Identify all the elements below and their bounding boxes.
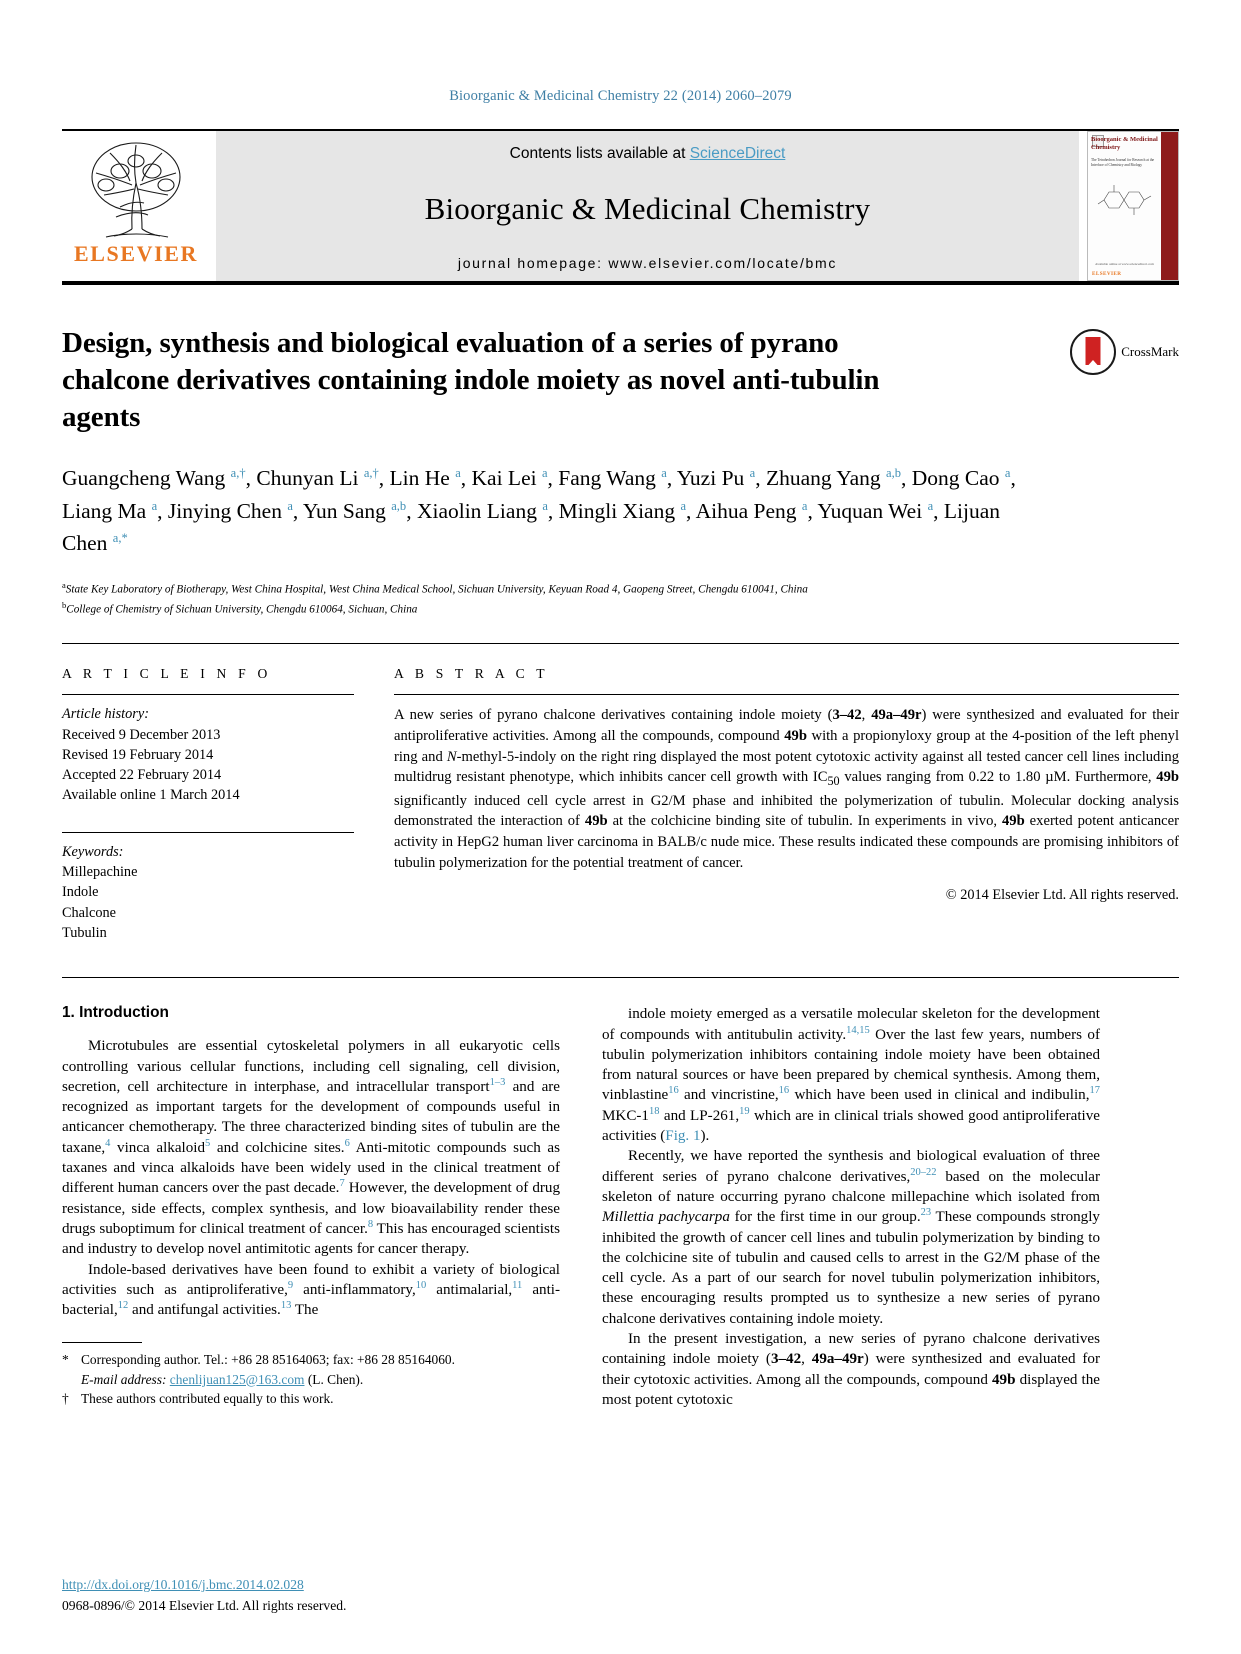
email-owner: (L. Chen). [307,1371,364,1387]
affiliation-text: State Key Laboratory of Biotherapy, West China Hospital, West China Medical School, Sichuan University, Keyuan Road 4, Gaopeng Street, Chengdu 610041, China [65,583,808,596]
body-column-right [602,1004,1100,1410]
section-heading-introduction: 1. Introduction [62,1004,169,1022]
elsevier-logo [62,131,210,281]
elsevier-wordmark: ELSEVIER [73,241,199,266]
cover-footer: Available online at www.sciencedirect.com [1095,262,1154,266]
paragraph: indole moiety emerged as a versatile molecular skeleton for the development of compounds with antitubulin activity.$^{14,15}$ Over the last few years, numbers of tubulin polymerization inhibitors containing indole moiety have been obtained from natural sources or have been prepared by chemical synthesis. Among them, vinblastine$^{16}$ and vincristine,$^{16}$ which have been used in clinical and indibulin,$^{17}$ MKC-1$^{18}$ and LP-261,19 which are in clinical trials showed good antiproliferative activities (Fig. 1). [602,1006,1100,1145]
keyword-item: Chalcone [62,904,116,921]
keywords-list [62,842,354,943]
footnote-corresponding-text: Corresponding author. Tel.: +86 28 85164063; fax: +86 28 85164060. [81,1352,455,1368]
journal-masthead [62,129,1179,281]
page-title: Design, synthesis and biological evaluation of a series of pyrano chalcone derivatives containing indole moiety as novel anti-tubulin agents [62,327,880,434]
cover-title: Bioorganic & Medicinal Chemistry [1091,136,1158,152]
issn-copyright-line: 0968-0896/© 2014 Elsevier Ltd. All rights reserved. [62,1597,347,1613]
paragraph: Recently, we have reported the synthesis and biological evaluation of three different series of pyrano chalcone derivatives,$^{20-22}$ based on the molecular skeleton of nature occurring pyrano chalcone millepachine which isolated from Millettia pachycarpa for the first time in our group.$^{23}$ These compounds strongly inhibited the growth of cancer cell lines and tubulin polymerization by binding to the colchicine site of tubulin and caused cells to arrest in the G2/M phase of the cell cycle. As a part of our search for novel tubulin polymerization inhibitors, these encouraging results prompted us to synthesize a new series of pyrano chalcone derivatives containing indole moiety. [602,1148,1101,1327]
footnotes-block [62,1342,560,1408]
keywords-block [62,832,354,943]
article-info-heading: A R T I C L E I N F O [62,666,272,682]
article-info-column [62,666,354,943]
affiliation-mark: a [62,580,66,591]
page-footer [62,1575,346,1616]
journal-homepage[interactable]: journal homepage: www.elsevier.com/locate/bmc [457,255,838,271]
elsevier-tree-icon [76,137,196,245]
cover-elsevier-logo: ELSEVIER [1092,271,1122,277]
cover-structure-icon [1096,180,1156,220]
title-block [62,325,1179,619]
paragraph: Indole-based derivatives have been found to exhibit a variety of biological activities such as antiproliferative,$^9$ anti-inflammatory,$^{10}$ antimalarial,$^{11}$ anti-bacterial,$^{12}$ and antifungal activities.$^{13}$ The [62,1261,560,1319]
cover-spine [1161,132,1178,280]
contents-lists-line [510,145,786,163]
body-columns [62,1004,1179,1410]
keywords-rule [62,832,354,833]
abstract-text: A new series of pyrano chalcone derivatives containing indole moiety (3–42, 49a–49r) were synthesized and evaluated for their antiproliferative activities. Among all the compounds, compound 49b with a propionyloxy group at the 4-position of the left phenyl ring and N-methyl-5-indoly on the right ring displayed the most potent cytotoxic activity against all tested cancer cell lines including multidrug resistant phenotype, which inhibits cancer cell growth with $IC_{50}$ values ranging from 0.22 to 1.80 µM. Furthermore, 49b significantly induced cell cycle arrest in G2/M phase and inhibited the polymerization of tubulin. Molecular docking analysis demonstrated the interaction of 49b at the colchicine binding site of tubulin. In experiments in vivo, 49b exerted potent anticancer activity in HepG2 human liver carcinoma in BALB/c nude mice. These results indicated these compounds are promising inhibitors of tubulin polymerization for the potential treatment of cancer. [394,707,1180,871]
history-item: Accepted 22 February 2014 [62,767,222,784]
history-item: Received 9 December 2013 [62,726,221,743]
journal-cover-thumbnail[interactable] [1087,131,1179,281]
keywords-label: Keywords: [62,843,124,860]
sciencedirect-link[interactable]: ScienceDirect [689,145,786,162]
cover-subtitle: The Tetrahedron Journal for Research at the Interface of Chemistry and Biology [1091,158,1155,167]
affiliation-mark: b [62,600,67,611]
keyword-item: Indole [62,884,99,901]
body-column-left [62,1004,560,1410]
footnote-corresponding [62,1350,560,1369]
history-item: Revised 19 February 2014 [62,746,214,763]
email-label: E-mail address: [81,1371,167,1387]
affiliation-list [62,579,1179,619]
footnote-mark-dagger: † [62,1390,69,1406]
abstract-column [394,666,1179,943]
running-head: Bioorganic & Medicinal Chemistry 22 (2014) 2060–2079 [449,88,792,104]
crossmark-badge[interactable] [1070,329,1179,375]
paragraph: Microtubules are essential cytoskeletal polymers in all eukaryotic cells controlling various cellular functions, including cell signaling, cell division, secretion, cell architecture in interphase, and intracellular transport$^{1-3}$ and are recognized as important targets for the development of compounds useful in anticancer chemotherapy. The three characterized binding sites of tubulin are the taxane,$^4$ vinca alkaloid$^5$ and colchicine sites.$^6$ Anti-mitotic compounds such as taxanes and vinca alkaloids have been widely used in the clinical treatment of different human cancers over the past decade.$^7$ However, the development of drug resistance, side effects, complex synthesis, and low bioavailability render these drugs suboptimum for clinical treatment of cancer.$^8$ This has encouraged scientists and industry to develop novel antimitotic agents for cancer therapy. [62,1038,561,1258]
affiliation-item [62,599,1179,619]
contents-prefix: Contents lists available at [509,145,690,162]
info-abstract-region [62,643,1179,943]
article-info-rule [62,694,354,695]
author-list: Guangcheng Wang $^{a,\dagger}$, Chunyan Li $^{a,\dagger}$, Lin He $^a$, Kai Lei $^a$, Fang Wang $^a$, Yuzi Pu $^a$, Zhuang Yang $^{a,b}$, Dong Cao $^a$, Liang Ma $^a$, Jinying Chen $^a$, Yun Sang $^{a,b}$, Xiaolin Liang $^a$, Mingli Xiang $^a$, Aihua Peng $^a$, Yuquan Wei $^a$, Lijuan Chen $^{a,*}$ [62,466,1016,555]
journal-info-box [216,131,1079,281]
crossmark-label: CrossMark [1121,344,1179,359]
article-history-label: Article history: [62,706,149,723]
footnote-email-row [81,1370,560,1389]
crossmark-icon [1070,329,1116,375]
keyword-item: Millepachine [62,864,138,881]
journal-title: Bioorganic & Medicinal Chemistry [424,191,871,226]
keyword-item: Tubulin [62,924,107,941]
footnote-rule [62,1342,142,1343]
affiliation-text: College of Chemistry of Sichuan University, Chengdu 610064, Sichuan, China [66,603,418,616]
abstract-rule [394,694,1179,695]
abstract-heading: A B S T R A C T [394,666,549,682]
history-item: Available online 1 March 2014 [62,787,240,804]
footnote-mark-asterisk: * [62,1352,69,1368]
email-link[interactable]: chenlijuan125@163.com [169,1371,305,1387]
paragraph: In the present investigation, a new series of pyrano chalcone derivatives containing indole moiety (3–42, 49a–49r) were synthesized and evaluated for their cytotoxic activities. Among all the compounds, compound 49b displayed the most potent cytotoxic [602,1330,1100,1408]
article-history [62,704,354,805]
footnote-equal-contribution [62,1389,560,1408]
abstract-copyright: © 2014 Elsevier Ltd. All rights reserved. [945,887,1179,904]
affiliation-item [62,579,1179,599]
doi-link[interactable]: http://dx.doi.org/10.1016/j.bmc.2014.02.028 [62,1577,304,1593]
body-separator-rule [62,977,1179,978]
masthead-bottom-rule [62,281,1179,285]
footnote-equal-text: These authors contributed equally to this work. [81,1390,334,1406]
